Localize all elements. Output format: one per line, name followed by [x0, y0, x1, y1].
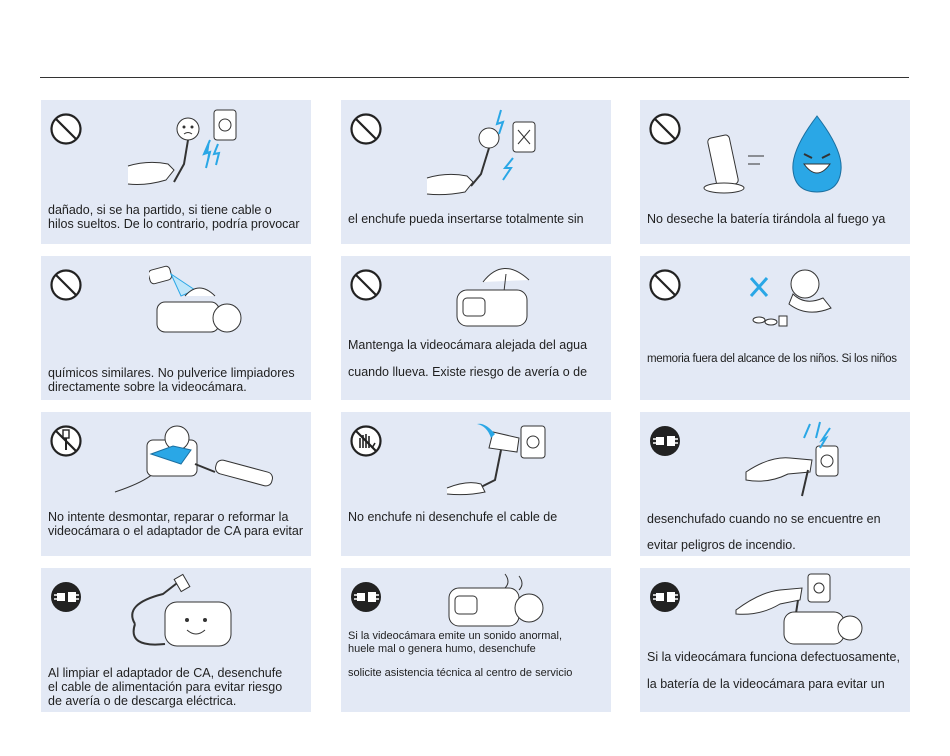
header-rule — [40, 77, 909, 78]
ac-adapter-illustration — [121, 572, 261, 664]
card-chemicals-text — [48, 366, 295, 394]
card-unplug-idle — [640, 412, 910, 556]
card-wet-hands-text — [348, 510, 557, 524]
text-line: No enchufe ni desenchufe el cable de — [348, 510, 558, 524]
text-line: Si la videocámara funciona defectuosamente, — [647, 650, 900, 664]
card-wet-hands — [341, 412, 611, 556]
text-line: dañado, si se ha partido, si tiene cable o — [48, 203, 272, 217]
text-line: No intente desmontar, reparar o reformar la — [48, 510, 289, 524]
card-plug-fully-text — [348, 212, 584, 226]
text-line: desenchufado cuando no se encuentre en — [647, 512, 881, 526]
card-children — [640, 256, 910, 400]
prohibited-icon — [648, 268, 682, 302]
text-line: evitar peligros de incendio. — [647, 538, 796, 552]
text-line: memoria fuera del alcance de los niños. Si los niños — [647, 353, 897, 365]
wet-plug-illustration — [441, 414, 551, 498]
spray-camera-illustration — [149, 260, 249, 342]
screwdriver-illustration — [111, 414, 291, 506]
card-adapter-clean — [41, 568, 311, 712]
camera-umbrella-illustration — [453, 260, 553, 332]
unplug-icon — [349, 580, 383, 614]
card-smoke — [341, 568, 611, 712]
text-line: cuando llueva. Existe riesgo de avería o de — [348, 365, 588, 379]
text-line: hilos sueltos. De lo contrario, podría provocar — [48, 217, 300, 231]
loose-plug-illustration — [425, 104, 545, 196]
text-line: el cable de alimentación para evitar riesgo — [48, 680, 283, 694]
no-disassemble-icon — [49, 424, 83, 458]
text-line: Al limpiar el adaptador de CA, desenchufe — [48, 666, 283, 680]
text-line: videocámara o el adaptador de CA para evitar — [48, 524, 304, 538]
text-line: No deseche la batería tirándola al fuego ya — [647, 212, 886, 226]
card-unplug-idle-text — [647, 512, 881, 552]
text-line: la batería de la videocámara para evitar un — [647, 677, 885, 691]
unplug-icon — [648, 580, 682, 614]
smoking-camera-illustration — [445, 570, 555, 632]
card-disassemble — [41, 412, 311, 556]
text-line: el enchufe pueda insertarse totalmente sin — [348, 212, 584, 226]
card-chemicals — [41, 256, 311, 400]
no-wet-hands-icon — [349, 424, 383, 458]
card-battery-fire — [640, 100, 910, 244]
unplug-icon — [49, 580, 83, 614]
card-damaged-cable — [41, 100, 311, 244]
text-line: de avería o de descarga eléctrica. — [48, 694, 237, 708]
damaged-plug-illustration — [126, 104, 246, 196]
prohibited-icon — [49, 112, 83, 146]
text-line: Mantenga la videocámara alejada del agua — [348, 338, 588, 352]
card-rain-text — [348, 338, 587, 379]
card-battery-fire-text — [647, 212, 885, 226]
text-line: químicos similares. No pulverice limpiadores — [48, 366, 295, 380]
text-line: solicite asistencia técnica al centro de servicio — [348, 667, 573, 679]
prohibited-icon — [349, 268, 383, 302]
child-memory-card-illustration — [745, 262, 845, 334]
card-adapter-clean-text — [48, 666, 282, 708]
text-line: directamente sobre la videocámara. — [48, 380, 247, 394]
card-rain — [341, 256, 611, 400]
card-damaged-cable-text — [48, 203, 300, 231]
prohibited-icon — [648, 112, 682, 146]
unplug-hand-illustration — [740, 418, 850, 502]
card-plug-fully — [341, 100, 611, 244]
card-smoke-text — [348, 630, 572, 680]
card-malfunction — [640, 568, 910, 712]
card-children-text — [647, 352, 897, 366]
card-disassemble-text — [48, 510, 303, 538]
text-line: huele mal o genera humo, desenchufe — [348, 643, 536, 655]
malfunction-camera-illustration — [732, 570, 872, 650]
prohibited-icon — [49, 268, 83, 302]
card-malfunction-text — [647, 650, 900, 691]
unplug-icon — [648, 424, 682, 458]
battery-fire-illustration — [702, 106, 852, 198]
prohibited-icon — [349, 112, 383, 146]
text-line: Si la videocámara emite un sonido anormal, — [348, 630, 563, 642]
